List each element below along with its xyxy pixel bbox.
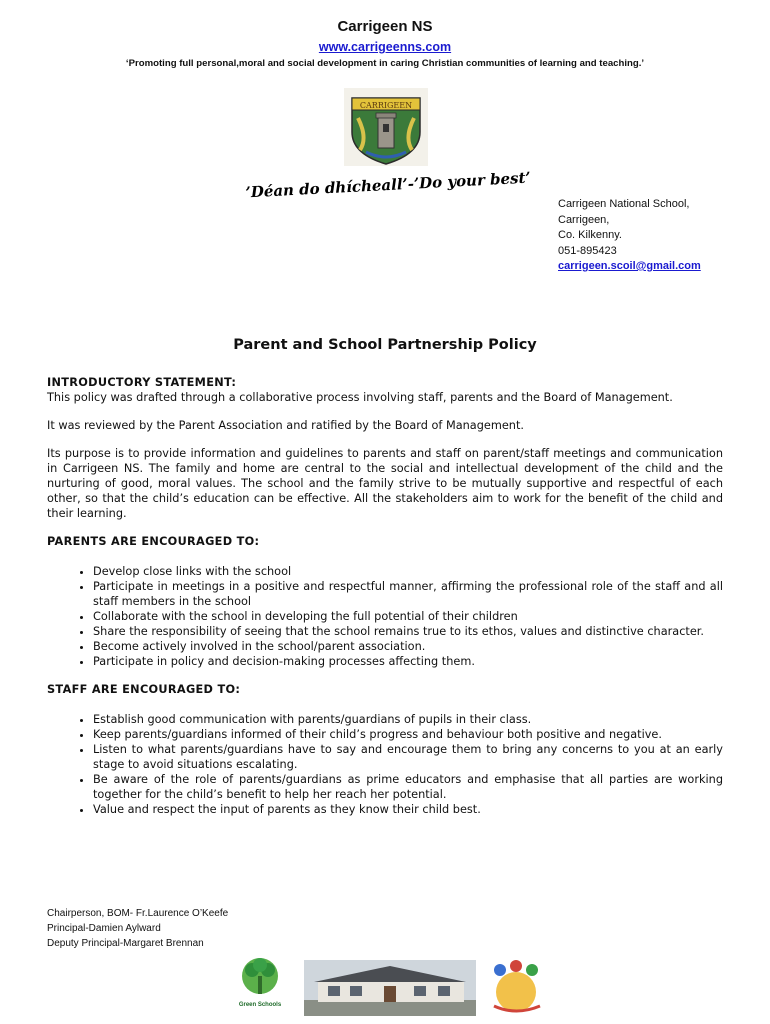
address-phone: 051-895423: [558, 244, 617, 257]
school-crest-logo: [344, 88, 428, 166]
irish-slogan: [245, 166, 532, 202]
intro-heading: INTRODUCTORY STATEMENT:: [47, 376, 237, 389]
address-line-1: Carrigeen National School,: [558, 198, 690, 210]
list-item: • Become actively involved in the school/parent association.: [93, 639, 723, 654]
slogan-text: ’Déan do dhícheall’-’Do your best’: [245, 168, 532, 202]
list-item: • Participate in meetings in a positive and respectful manner, affirming the professional role of the staff and all staff members in the school: [93, 579, 723, 609]
document-body: [47, 375, 723, 830]
list-item: • Collaborate with the school in developing the full potential of their children: [93, 609, 723, 624]
staff-list: [47, 712, 723, 817]
address-line-3: Co. Kilkenny.: [558, 229, 622, 241]
school-motto: ‘Promoting full personal,moral and social development in caring Christian communities of learning and teaching.’: [125, 58, 645, 69]
school-building-photo: [304, 960, 476, 1016]
principal-line: Principal-Damien Aylward: [47, 923, 161, 934]
school-address: [558, 197, 701, 275]
list-item: • Be aware of the role of parents/guardians as prime educators and emphasise that all parties are working together for the child’s benefit to help her reach her potential.: [93, 772, 723, 802]
email-link[interactable]: carrigeen.scoil@gmail.com: [558, 260, 701, 272]
deputy-principal-line: Deputy Principal-Margaret Brennan: [47, 938, 204, 949]
list-item: • Participate in policy and decision-making processes affecting them.: [93, 654, 723, 669]
address-line-2: Carrigeen,: [558, 213, 610, 226]
staff-heading: STAFF ARE ENCOURAGED TO:: [47, 683, 241, 696]
website-link[interactable]: www.carrigeenns.com: [318, 40, 452, 54]
parents-heading: PARENTS ARE ENCOURAGED TO:: [47, 535, 260, 548]
green-logo-text: Green Schools: [238, 1002, 282, 1008]
list-item: • Keep parents/guardians informed of their child’s progress and behaviour both positive and negative.: [93, 727, 723, 742]
list-item: • Develop close links with the school: [93, 564, 723, 579]
intro-paragraph-1: This policy was drafted through a collaborative process involving staff, parents and the Board of Management.: [47, 391, 673, 404]
intro-paragraph-2: It was reviewed by the Parent Association and ratified by the Board of Management.: [47, 419, 524, 432]
school-name: Carrigeen NS: [337, 18, 433, 35]
list-item: • Listen to what parents/guardians have to say and encourage them to bring any concerns to you at an early stage to avoid situations escalating.: [93, 742, 723, 772]
intro-paragraph-3: Its purpose is to provide information and guidelines to parents and staff on parent/staff meetings and communication in Carrigeen NS. The family and home are central to the social and intellectual development of the child and the nurturing of good, moral values. The school and the family strive to be mutually supportive and respectful of each other, so that the child’s education can be effective. All the stakeholders aim to work for the benefit of the child and their learning.: [47, 447, 723, 520]
document-title: Parent and School Partnership Policy: [233, 337, 537, 353]
parents-list: [47, 564, 723, 669]
crest-lettering: CARRIGEEN: [359, 101, 413, 110]
active-school-logo: [480, 958, 554, 1016]
green-schools-logo: [236, 954, 284, 1014]
list-item: • Share the responsibility of seeing that the school remains true to its ethos, values and distinctive character.: [93, 624, 723, 639]
list-item: • Value and respect the input of parents as they know their child best.: [93, 802, 723, 817]
chairperson-line: Chairperson, BOM- Fr.Laurence O’Keefe: [47, 908, 229, 919]
footer-signatories: [47, 906, 228, 951]
list-item: • Establish good communication with parents/guardians of pupils in their class.: [93, 712, 723, 727]
